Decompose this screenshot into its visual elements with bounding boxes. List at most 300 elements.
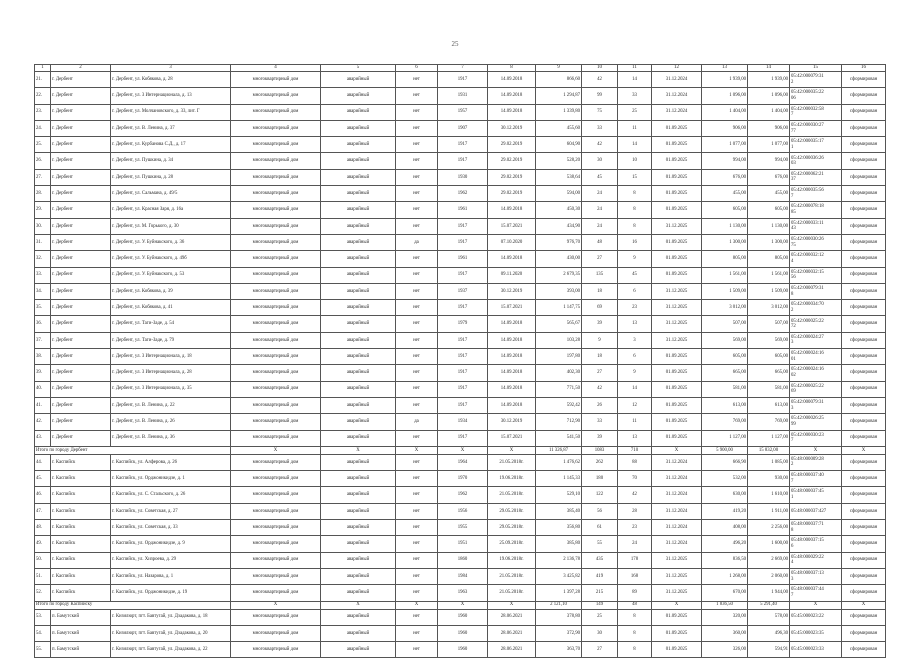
table-cell: X bbox=[231, 601, 321, 609]
table-row bbox=[35, 137, 886, 153]
table-cell: многоквартирный дом bbox=[231, 202, 321, 218]
table-cell: 23 bbox=[618, 300, 652, 316]
table-cell: 1 130,00 bbox=[702, 218, 748, 234]
table-row bbox=[35, 169, 886, 185]
table-cell: 1 147,75 bbox=[536, 300, 582, 316]
table-cell: 435 bbox=[582, 552, 618, 568]
table-cell: 455,00 bbox=[702, 186, 748, 202]
table-cell: нет bbox=[396, 520, 438, 536]
table-cell: многоквартирный дом bbox=[231, 72, 321, 88]
table-cell: 24 bbox=[582, 218, 618, 234]
table-cell: 1917 bbox=[438, 349, 488, 365]
table-cell: многоквартирный дом bbox=[231, 568, 321, 584]
table-cell: 676,00 bbox=[702, 169, 748, 185]
table-cell: г. Дербент, ул. Кобякова, д. 41 bbox=[111, 300, 231, 316]
table-cell: 05:42:000079:31 3 bbox=[790, 397, 842, 413]
table-cell: 25 bbox=[582, 609, 618, 625]
table-cell: 1970 bbox=[438, 471, 488, 487]
table-cell: г. Дербент, ул. В. Ленина, д. 36 bbox=[111, 430, 231, 446]
table-cell: г. Каспийск, ул. Алферова, д. 26 bbox=[111, 454, 231, 470]
table-cell: 3 012,00 bbox=[702, 300, 748, 316]
table-cell: нет bbox=[396, 283, 438, 299]
table-cell: 14.09.2018 bbox=[488, 72, 536, 88]
table-row bbox=[35, 625, 886, 641]
table-cell: 1931 bbox=[438, 88, 488, 104]
table-cell: 05:42:000032:12 4 bbox=[790, 251, 842, 267]
table-cell: 1 077,00 bbox=[748, 137, 790, 153]
table-cell: 1917 bbox=[438, 72, 488, 88]
table-cell: нет bbox=[396, 609, 438, 625]
table-cell: 55. bbox=[35, 642, 51, 658]
table-cell: аварийный bbox=[321, 153, 396, 169]
table-cell: сформирован bbox=[842, 120, 886, 136]
table-cell: 16 bbox=[618, 234, 652, 250]
table-cell: 05:48:000037:44 7 bbox=[790, 585, 842, 601]
table-cell: г. Дербент bbox=[51, 218, 111, 234]
table-cell: 385,80 bbox=[536, 536, 582, 552]
table-cell: 6 bbox=[618, 349, 652, 365]
table-cell: 31.12.2024 bbox=[652, 536, 702, 552]
table-cell: г. Дербент, ул. В. Ленина, д. 26 bbox=[111, 414, 231, 430]
table-cell: нет bbox=[396, 536, 438, 552]
table-cell: 8 bbox=[618, 186, 652, 202]
table-cell: многоквартирный дом bbox=[231, 625, 321, 641]
table-cell: аварийный bbox=[321, 251, 396, 267]
table-cell: сформирован bbox=[842, 202, 886, 218]
table-cell: 1962 bbox=[438, 487, 488, 503]
table-cell: 2 669,00 bbox=[748, 552, 790, 568]
table-cell: X bbox=[231, 446, 321, 454]
table-cell: г. Каспийск bbox=[51, 520, 111, 536]
table-cell: сформирован bbox=[842, 169, 886, 185]
table-cell: 01.09.2025 bbox=[652, 365, 702, 381]
table-cell: 28 bbox=[618, 503, 652, 519]
table-body bbox=[35, 65, 886, 658]
table-cell: г. Дербент, ул. У. Буйнакского, д. 53 bbox=[111, 267, 231, 283]
table-cell: г. Дербент bbox=[51, 397, 111, 413]
table-row bbox=[35, 397, 886, 413]
table-cell: 1 509,00 bbox=[748, 283, 790, 299]
table-cell: 31.12.2024 bbox=[652, 503, 702, 519]
table-cell: 1 127,00 bbox=[702, 430, 748, 446]
table-cell: 1 130,00 bbox=[748, 218, 790, 234]
table-cell: 31.12.2025 bbox=[652, 332, 702, 348]
table-cell: 594,91 bbox=[748, 642, 790, 658]
table-cell: 434,90 bbox=[536, 218, 582, 234]
table-cell: многоквартирный дом bbox=[231, 283, 321, 299]
table-cell: г. Дербент bbox=[51, 430, 111, 446]
table-cell: 1860 bbox=[438, 552, 488, 568]
table-cell: аварийный bbox=[321, 316, 396, 332]
table-cell: 1 145,33 bbox=[536, 471, 582, 487]
table-cell: сформирован bbox=[842, 430, 886, 446]
table-cell: 27. bbox=[35, 169, 51, 185]
table-cell: г. Дербент bbox=[51, 137, 111, 153]
table-cell: 14 bbox=[618, 381, 652, 397]
table-cell: многоквартирный дом bbox=[231, 609, 321, 625]
table-cell: 33 bbox=[582, 120, 618, 136]
table-cell: 69 bbox=[582, 300, 618, 316]
table-cell: 21.05.2018г. bbox=[488, 454, 536, 470]
table-cell: 1 268,00 bbox=[702, 568, 748, 584]
table-cell: 906,00 bbox=[748, 120, 790, 136]
table-cell: 836,50 bbox=[702, 552, 748, 568]
table-cell: многоквартирный дом bbox=[231, 397, 321, 413]
table-cell: 42 bbox=[618, 487, 652, 503]
table-cell: г. Каспийск, ул. Хизроева, д. 29 bbox=[111, 552, 231, 568]
table-cell: 1 077,00 bbox=[702, 137, 748, 153]
table-cell: г. Дербент, ул. В. Ленина, д. 22 bbox=[111, 397, 231, 413]
table-cell: 1 600,00 bbox=[748, 536, 790, 552]
table-cell: 05:45:000023:33 bbox=[790, 642, 842, 658]
table-cell: 455,00 bbox=[748, 186, 790, 202]
table-cell: многоквартирный дом bbox=[231, 381, 321, 397]
table-cell: 25.09.2018г. bbox=[488, 536, 536, 552]
table-cell: 8 bbox=[618, 218, 652, 234]
table-cell: 29.02.2019 bbox=[488, 137, 536, 153]
table-cell: 54. bbox=[35, 625, 51, 641]
table-cell: аварийный bbox=[321, 414, 396, 430]
table-cell: 9 bbox=[582, 332, 618, 348]
table-cell: 385,40 bbox=[536, 503, 582, 519]
table-cell: г. Дербент bbox=[51, 153, 111, 169]
table-cell: сформирован bbox=[842, 552, 886, 568]
column-number-cell: 14 bbox=[748, 65, 790, 72]
table-cell: сформирован bbox=[842, 234, 886, 250]
column-number-cell: 2 bbox=[51, 65, 111, 72]
table-cell: г. Дербент, ул. Молчановского, д. 33, лит. Г bbox=[111, 104, 231, 120]
table-cell: нет bbox=[396, 169, 438, 185]
table-cell: 31.12.2024 bbox=[652, 520, 702, 536]
table-row bbox=[35, 120, 886, 136]
table-cell: 28.06.2021 bbox=[488, 625, 536, 641]
table-cell: сформирован bbox=[842, 503, 886, 519]
table-cell: г. Дербент bbox=[51, 72, 111, 88]
table-cell: 30.12.2019 bbox=[488, 414, 536, 430]
table-cell: 05:42:000032:58 7 bbox=[790, 104, 842, 120]
table-cell: п. Бамутский bbox=[51, 642, 111, 658]
table-cell: 05:42:000030:23 7 bbox=[790, 430, 842, 446]
table-cell: 48 bbox=[618, 601, 652, 609]
table-cell: 42 bbox=[582, 72, 618, 88]
table-cell: 1 476,62 bbox=[536, 454, 582, 470]
column-number-cell: 15 bbox=[790, 65, 842, 72]
table-row bbox=[35, 471, 886, 487]
table-cell: 805,00 bbox=[748, 251, 790, 267]
table-cell: 769,00 bbox=[748, 414, 790, 430]
table-cell: 14 bbox=[618, 137, 652, 153]
table-cell: сформирован bbox=[842, 568, 886, 584]
table-cell: г. Каспийск bbox=[51, 585, 111, 601]
table-cell: 28.06.2021 bbox=[488, 609, 536, 625]
table-cell: г. Дербент bbox=[51, 186, 111, 202]
table-cell: г. Дербент bbox=[51, 104, 111, 120]
table-cell: г. Каспийск, ул. Советская, д. 33 bbox=[111, 520, 231, 536]
table-cell: 1 127,00 bbox=[748, 430, 790, 446]
table-cell: г. Дербент, ул. У. Буйнакского, д. 49б bbox=[111, 251, 231, 267]
table-cell: нет bbox=[396, 487, 438, 503]
table-cell: нет bbox=[396, 365, 438, 381]
table-cell: 09.11.2020 bbox=[488, 267, 536, 283]
table-cell: 15 bbox=[618, 169, 652, 185]
table-cell: 569,00 bbox=[702, 332, 748, 348]
table-cell: сформирован bbox=[842, 300, 886, 316]
table-cell: аварийный bbox=[321, 234, 396, 250]
table-cell: сформирован bbox=[842, 609, 886, 625]
table-cell: 1 561,00 bbox=[748, 267, 790, 283]
table-cell: нет bbox=[396, 316, 438, 332]
table-cell: 31.12.2024 bbox=[652, 104, 702, 120]
table-cell: 1930 bbox=[438, 169, 488, 185]
table-row bbox=[35, 503, 886, 519]
column-number-cell: 1 bbox=[35, 65, 51, 72]
table-cell: нет bbox=[396, 137, 438, 153]
table-cell: 05:42:000025:22 72 bbox=[790, 316, 842, 332]
city-total-row bbox=[35, 446, 886, 454]
table-row bbox=[35, 186, 886, 202]
table-cell: 49. bbox=[35, 536, 51, 552]
table-cell: многоквартирный дом bbox=[231, 169, 321, 185]
table-cell: 18 bbox=[582, 349, 618, 365]
table-cell: 46. bbox=[35, 487, 51, 503]
table-cell: многоквартирный дом bbox=[231, 104, 321, 120]
table-cell: 42. bbox=[35, 414, 51, 430]
table-cell: аварийный bbox=[321, 349, 396, 365]
table-cell: 1917 bbox=[438, 218, 488, 234]
table-cell: 1083 bbox=[582, 446, 618, 454]
table-cell: 1979 bbox=[438, 316, 488, 332]
table-cell: 55 bbox=[582, 536, 618, 552]
table-cell: 1 939,00 bbox=[702, 72, 748, 88]
table-cell: многоквартирный дом bbox=[231, 430, 321, 446]
table-cell: 51. bbox=[35, 568, 51, 584]
table-cell: 408,00 bbox=[702, 520, 748, 536]
table-cell: 05:42:000036:26 03 bbox=[790, 153, 842, 169]
table-cell: нет bbox=[396, 186, 438, 202]
table-row bbox=[35, 104, 886, 120]
table-cell: аварийный bbox=[321, 300, 396, 316]
housing-table-sheet bbox=[34, 64, 885, 658]
table-cell: г. Дербент, ул. У. Буйнакского, д. 36 bbox=[111, 234, 231, 250]
table-cell: аварийный bbox=[321, 520, 396, 536]
table-cell: 3 425,82 bbox=[536, 568, 582, 584]
table-cell: 41. bbox=[35, 397, 51, 413]
table-cell: 215 bbox=[582, 585, 618, 601]
table-cell: многоквартирный дом bbox=[231, 487, 321, 503]
table-cell: 75 bbox=[582, 104, 618, 120]
table-cell: нет bbox=[396, 471, 438, 487]
total-label: Итого по городу Каспийску bbox=[35, 601, 231, 609]
table-cell: 14.09.2018 bbox=[488, 104, 536, 120]
table-cell: 30. bbox=[35, 218, 51, 234]
table-cell: 01.09.2025 bbox=[652, 381, 702, 397]
table-cell: 9 bbox=[618, 251, 652, 267]
table-cell: 05:48:000037:45 1 bbox=[790, 487, 842, 503]
table-cell: 30.12.2019 bbox=[488, 120, 536, 136]
table-cell: 21.05.2018г. bbox=[488, 487, 536, 503]
table-cell: 31.12.2024 bbox=[652, 454, 702, 470]
table-cell: 976,70 bbox=[536, 234, 582, 250]
table-cell: 42 bbox=[582, 137, 618, 153]
table-cell: 15 832,00 bbox=[748, 446, 790, 454]
table-cell: нет bbox=[396, 503, 438, 519]
table-cell: 21. bbox=[35, 72, 51, 88]
table-cell: многоквартирный дом bbox=[231, 218, 321, 234]
table-cell: г. Дербент, ул. 3 Интернационала, д. 13 bbox=[111, 88, 231, 104]
table-cell: 45 bbox=[618, 267, 652, 283]
table-cell: аварийный bbox=[321, 120, 396, 136]
table-cell: 05:48:000037:427 bbox=[790, 503, 842, 519]
table-cell: 712,90 bbox=[536, 414, 582, 430]
table-cell: 1984 bbox=[438, 568, 488, 584]
table-cell: 05:42:000024:16 01 bbox=[790, 349, 842, 365]
table-cell: нет bbox=[396, 267, 438, 283]
table-cell: 33 bbox=[618, 88, 652, 104]
table-cell: многоквартирный дом bbox=[231, 332, 321, 348]
table-cell: г. Дербент bbox=[51, 332, 111, 348]
table-cell: 5 900,00 bbox=[702, 446, 748, 454]
city-total-row bbox=[35, 601, 886, 609]
table-cell: нет bbox=[396, 430, 438, 446]
table-cell: 1917 bbox=[438, 397, 488, 413]
table-cell: 14.09.2018 bbox=[488, 316, 536, 332]
table-cell: 05:42:000030:27 77 bbox=[790, 120, 842, 136]
table-cell: 578,00 bbox=[748, 609, 790, 625]
table-cell: 70 bbox=[618, 471, 652, 487]
column-number-cell: 13 bbox=[702, 65, 748, 72]
table-cell: 01.09.2025 bbox=[652, 625, 702, 641]
table-cell: г. Дербент bbox=[51, 88, 111, 104]
table-cell: сформирован bbox=[842, 104, 886, 120]
table-cell: аварийный bbox=[321, 218, 396, 234]
table-cell: 994,00 bbox=[702, 153, 748, 169]
table-cell: 8 bbox=[618, 625, 652, 641]
table-cell: 2 060,00 bbox=[748, 568, 790, 584]
table-cell: 630,00 bbox=[702, 487, 748, 503]
column-number-cell: 12 bbox=[652, 65, 702, 72]
table-cell: многоквартирный дом bbox=[231, 120, 321, 136]
table-cell: 670,00 bbox=[702, 585, 748, 601]
table-cell: 31.12.2024 bbox=[652, 471, 702, 487]
table-cell: 05:48:000037:13 3 bbox=[790, 568, 842, 584]
table-cell: 40. bbox=[35, 381, 51, 397]
table-cell: 1917 bbox=[438, 234, 488, 250]
table-cell: г. Дербент, ул. Пушкина, д. 28 bbox=[111, 169, 231, 185]
table-cell: да bbox=[396, 234, 438, 250]
table-cell: 15.07.2021 bbox=[488, 218, 536, 234]
total-label: Итого по городу Дербент bbox=[35, 446, 231, 454]
table-cell: 496,20 bbox=[702, 536, 748, 552]
table-cell: 363,70 bbox=[536, 642, 582, 658]
table-cell: нет bbox=[396, 251, 438, 267]
table-cell: нет bbox=[396, 381, 438, 397]
table-cell: 30 bbox=[582, 153, 618, 169]
table-cell: X bbox=[488, 446, 536, 454]
table-cell: 39 bbox=[582, 430, 618, 446]
table-cell: аварийный bbox=[321, 642, 396, 658]
table-cell: 31.12.2025 bbox=[652, 218, 702, 234]
table-cell: г. Каспийск bbox=[51, 487, 111, 503]
table-cell: сформирован bbox=[842, 218, 886, 234]
table-row bbox=[35, 349, 886, 365]
table-cell: 01.09.2025 bbox=[652, 137, 702, 153]
table-cell: 1951 bbox=[438, 536, 488, 552]
table-cell: нет bbox=[396, 397, 438, 413]
table-cell: г. Дербент bbox=[51, 414, 111, 430]
table-cell: 33. bbox=[35, 267, 51, 283]
table-cell: 29.02.2019 bbox=[488, 169, 536, 185]
table-cell: 1 397,28 bbox=[536, 585, 582, 601]
column-number-row bbox=[35, 65, 886, 72]
table-cell: 906,00 bbox=[702, 120, 748, 136]
table-cell: X bbox=[790, 446, 842, 454]
table-cell: г. Дербент bbox=[51, 202, 111, 218]
table-cell: 605,00 bbox=[702, 202, 748, 218]
table-cell: нет bbox=[396, 88, 438, 104]
table-cell: многоквартирный дом bbox=[231, 365, 321, 381]
table-cell: многоквартирный дом bbox=[231, 267, 321, 283]
table-cell: сформирован bbox=[842, 153, 886, 169]
table-cell: 1 561,00 bbox=[702, 267, 748, 283]
table-cell: 1934 bbox=[438, 414, 488, 430]
table-cell: 1917 bbox=[438, 430, 488, 446]
table-cell: 10 bbox=[618, 153, 652, 169]
table-cell: 360,00 bbox=[702, 625, 748, 641]
table-cell: 01.09.2025 bbox=[652, 642, 702, 658]
table-cell: 197,80 bbox=[536, 349, 582, 365]
table-cell: аварийный bbox=[321, 104, 396, 120]
table-cell: 11 326,87 bbox=[536, 446, 582, 454]
table-cell: 1 096,00 bbox=[702, 88, 748, 104]
table-cell: многоквартирный дом bbox=[231, 88, 321, 104]
table-cell: 13 bbox=[618, 430, 652, 446]
table-cell: нет bbox=[396, 349, 438, 365]
table-cell: 27 bbox=[582, 251, 618, 267]
table-cell: многоквартирный дом bbox=[231, 471, 321, 487]
table-cell: 61 bbox=[582, 520, 618, 536]
table-cell: аварийный bbox=[321, 487, 396, 503]
table-cell: г. Каспийск, ул. С. Стальского, д. 26 bbox=[111, 487, 231, 503]
table-cell: 320,00 bbox=[702, 609, 748, 625]
table-cell: аварийный bbox=[321, 267, 396, 283]
table-cell: 38. bbox=[35, 349, 51, 365]
table-cell: г. Дербент, ул. Кобякова, д. 39 bbox=[111, 283, 231, 299]
table-cell: аварийный bbox=[321, 568, 396, 584]
table-cell: 34. bbox=[35, 283, 51, 299]
table-cell: 1917 bbox=[438, 300, 488, 316]
table-cell: 1917 bbox=[438, 381, 488, 397]
table-cell: 541,50 bbox=[536, 430, 582, 446]
table-cell: 1 509,00 bbox=[702, 283, 748, 299]
table-cell: X bbox=[652, 446, 702, 454]
table-cell: 31.12.2024 bbox=[652, 88, 702, 104]
table-cell: г. Дербент, ул. Пушкина, д. 34 bbox=[111, 153, 231, 169]
table-cell: X bbox=[790, 601, 842, 609]
table-cell: аварийный bbox=[321, 169, 396, 185]
table-cell: многоквартирный дом bbox=[231, 137, 321, 153]
table-cell: X bbox=[488, 601, 536, 609]
table-cell: 05:42:000035:17 1 bbox=[790, 137, 842, 153]
table-cell: аварийный bbox=[321, 503, 396, 519]
table-cell: 50. bbox=[35, 552, 51, 568]
table-cell: сформирован bbox=[842, 316, 886, 332]
table-cell: 05:42:000078:18 85 bbox=[790, 202, 842, 218]
table-cell: 39. bbox=[35, 365, 51, 381]
table-cell: аварийный bbox=[321, 365, 396, 381]
table-cell: 31.12.2025 bbox=[652, 300, 702, 316]
table-cell: 01.09.2025 bbox=[652, 414, 702, 430]
table-cell: сформирован bbox=[842, 520, 886, 536]
